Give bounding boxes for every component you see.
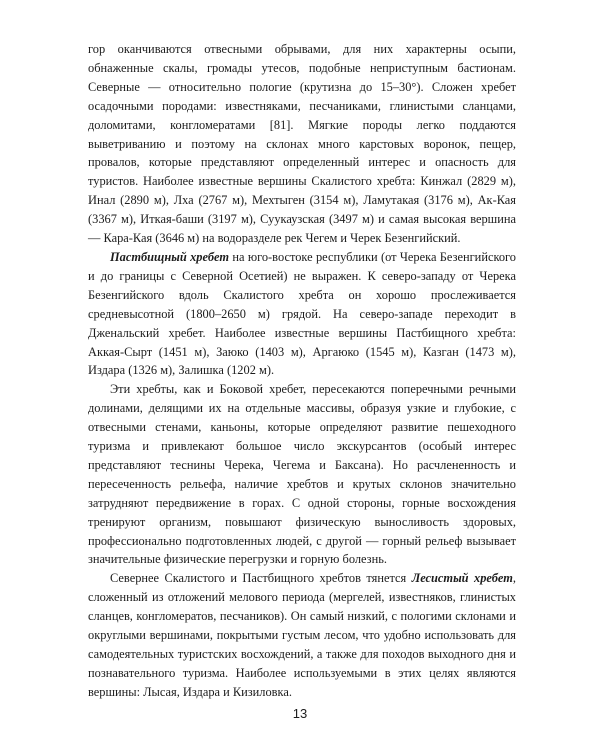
term-pastbishchny-khrebet: Пастбищный хребет [110,249,229,264]
paragraph-lesisty-text: , сложенный из отложений мелового периода (мергелей, известняков, глинистых сланцев, конгломератов, песчаников). Он самый низкий, с пологими склонами и округлыми вершинами, покрытыми густым лесом, что удобно использовать для самодеятельных туристских восхождений, а также для походов выходного дня и познавательного туризма. Наиболее используемыми в этих целях являются вершины: Лысая, Издара и Кизиловка. [88,571,516,699]
paragraph-lesisty [88,569,516,701]
paragraph-skalisty-continued: гор оканчиваются отвесными обрывами, для них характерны осыпи, обнаженные скалы, громады утесов, подобные неприступным бастионам. Северные — относительно пологие (крутизна до 15–30°). Сложен хребет осадочными породами: известняками, песчаниками, глинистыми сланцами, доломитами, конгломератами [81]. Мягкие породы легко поддаются выветриванию и поэтому на склонах много карстовых воронок, пещер, провалов, которые представляют определенный интерес и опасность для туристов. Наиболее известные вершины Скалистого хребта: Кинжал (2829 м), Инал (2890 м), Лха (2767 м), Мехтыген (3154 м), Ламутакая (3176 м), Ак-Кая (3367 м), Иткая-баши (3197 м), Суукаузская (3497 м) и самая высокая вершина — Кара-Кая (3646 м) на водоразделе рек Чегем и Черек Безенгийский. [88,42,516,246]
paragraph-pastbishchny [88,248,516,380]
page-body [88,40,516,702]
page-number: 13 [292,706,308,721]
term-lesisty-khrebet: Лесистый хребет [411,571,513,586]
paragraph-lesisty-lead: Севернее Скалистого и Пастбищного хребтов тянется [110,571,412,586]
paragraph-canyons: Эти хребты, как и Боковой хребет, пересекаются поперечными речными долинами, делящими их на отдельные массивы, образуя узкие и глубокие, с отвесными стенами, каньоны, которые определяют развитие пешеходного туризма и привлекают большое число экскурсантов (особый интерес представляют теснины Черека, Чегема и Баксана). Но расчлененность и пересеченность рельефа, наличие хребтов и крутых склонов значительно затрудняют передвижение в горах. С одной стороны, горные восхождения тренируют организм, повышают физическую выносливость здоровых, профессионально подготовленных людей, с другой — горный рельеф вызывает значительные физические перегрузки и горную болезнь. [88,382,516,567]
paragraph-pastbishchny-text: на юго-востоке республики (от Черека Безенгийского и до границы с Северной Осетией) не выражен. К северо-западу от Черека Безенгийского вдоль Скалистого хребта он хорошо прослеживается средневысотной (1800–2650 м) грядой. На северо-западе переходит в Дженальский хребет. Наиболее известные вершины Пастбищного хребта: Аккая-Сырт (1451 м), Заюко (1403 м), Аргаюко (1545 м), Казган (1473 м), Издара (1326 м), Залишка (1202 м). [88,249,516,378]
